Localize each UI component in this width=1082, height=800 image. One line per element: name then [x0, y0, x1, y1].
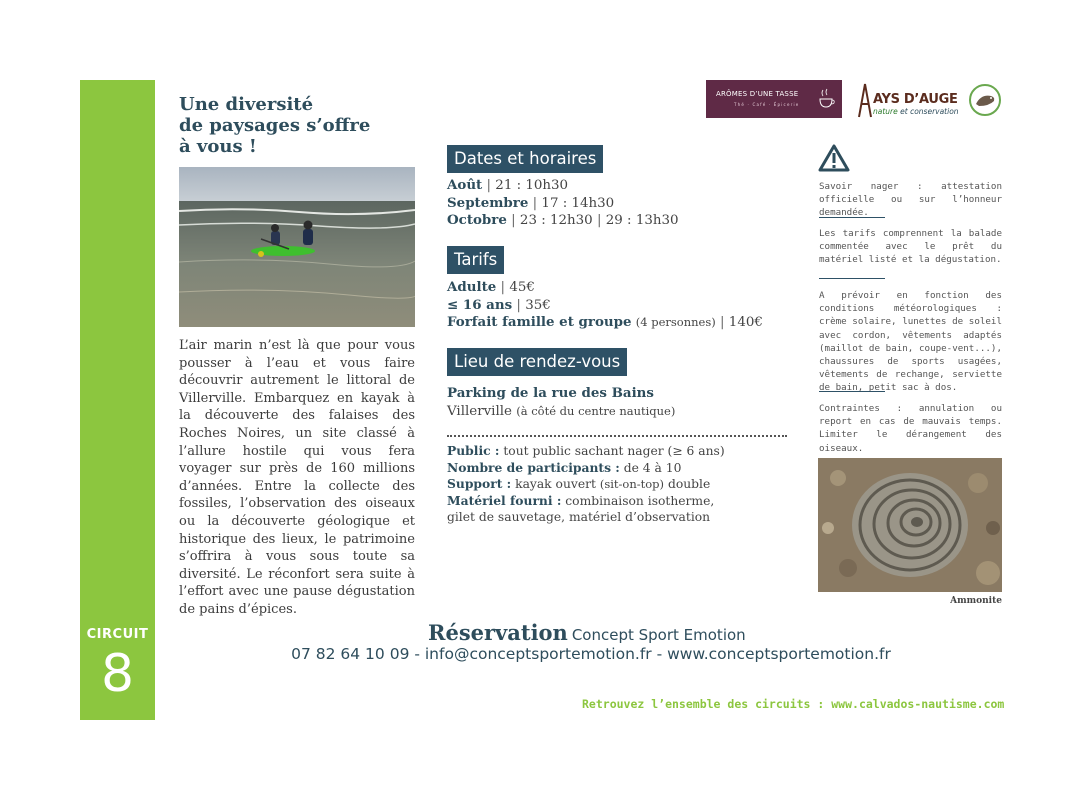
- detail-label: Matériel fourni :: [447, 492, 562, 508]
- note-divider: [819, 391, 885, 392]
- pays-dauge-tagline-part: et conservation: [900, 107, 959, 116]
- footer-circuits-link[interactable]: Retrouvez l’ensemble des circuits : www.calvados-nautisme.com: [582, 697, 1005, 711]
- date-month: Août: [447, 177, 483, 193]
- date-row: Octobre | 23 : 12h30 | 29 : 13h30: [447, 212, 679, 229]
- date-row: Septembre | 17 : 14h30: [447, 194, 615, 211]
- detail-value: de 4 à 10: [623, 460, 682, 475]
- lieu-heading: Lieu de rendez-vous: [447, 348, 627, 376]
- detail-value: gilet de sauvetage, matériel d’observation: [447, 510, 711, 524]
- aromes-logo-tagline: Thé · Café · Épicerie: [734, 102, 800, 107]
- tarif-label: Adulte: [447, 279, 497, 295]
- tarif-value: 140€: [728, 315, 763, 331]
- detail-note: (sit-on-top): [599, 477, 665, 491]
- date-month: Octobre: [447, 212, 507, 229]
- pays-dauge-name: AYS D’AUGE: [873, 92, 958, 107]
- note-swimming: Savoir nager : attestation officielle ou sur l’honneur demandée.: [819, 181, 1002, 219]
- tarif-note: (4 personnes): [635, 315, 716, 330]
- circuit-sidebar: [80, 80, 155, 720]
- page-title: [179, 94, 419, 157]
- reservation-line: [428, 620, 746, 645]
- dotted-divider: [447, 435, 787, 437]
- tarifs-block: [447, 279, 763, 332]
- note-divider: [819, 278, 885, 279]
- detail-row: [447, 476, 725, 493]
- details-block: [447, 443, 725, 526]
- warning-icon: [818, 144, 850, 172]
- tarif-row: ≤ 16 ans | 35€: [447, 296, 551, 313]
- pays-dauge-tagline: [873, 107, 959, 116]
- note-divider: [819, 217, 885, 218]
- lieu-town-row: [447, 403, 675, 421]
- detail-row: [447, 493, 725, 510]
- lieu-place: Parking de la rue des Bains: [447, 385, 654, 401]
- aromes-logo: [706, 80, 842, 118]
- detail-label: Public :: [447, 443, 500, 458]
- detail-value: kayak ouvert: [515, 477, 596, 491]
- reservation-organizer: Concept Sport Emotion: [571, 626, 746, 644]
- tarif-row: Forfait famille et groupe (4 personnes) | 140€: [447, 314, 763, 331]
- tarif-label: ≤ 16 ans: [447, 296, 513, 313]
- tarif-value: 45€: [509, 280, 535, 295]
- date-value: 21 : 10h30: [495, 178, 569, 193]
- ammonite-photo: [818, 458, 1002, 592]
- lieu-town: Villerville: [447, 403, 512, 419]
- dates-block: [447, 177, 679, 230]
- title-line: de paysages s’offre: [179, 115, 371, 136]
- note-constraints: Contraintes : annulation ou report en cas de mauvais temps. Limiter le dérangement des oiseaux.: [819, 403, 1002, 454]
- aromes-logo-name: ARÔMES D’UNE TASSE: [716, 90, 799, 98]
- date-row: Août | 21 : 10h30: [447, 177, 569, 193]
- date-value: 23 : 12h30: [519, 213, 593, 229]
- cup-icon: [818, 88, 836, 110]
- date-month: Septembre: [447, 194, 529, 211]
- detail-value: tout public sachant nager (≥ 6 ans): [503, 444, 725, 458]
- circuit-number: 8: [100, 644, 135, 704]
- note-tarifs: Les tarifs comprennent la balade commentée avec le prêt du matériel listé et la dégustation.: [819, 228, 1002, 266]
- note-equipment: A prévoir en fonction des conditions météorologiques : crème solaire, lunettes de soleil avec cordon, vêtements adaptés (maillot de bain, coupe-vent...), chaussures de sports usagées, vêtements de rechange, serviette de bain, petit sac à dos.: [819, 290, 1002, 394]
- tarifs-heading: Tarifs: [447, 246, 504, 274]
- detail-row: [447, 509, 725, 526]
- tarif-value: 35€: [525, 297, 551, 313]
- tarif-label: Forfait famille et groupe: [447, 314, 632, 331]
- lieu-place-row: [447, 385, 675, 403]
- reservation-label: Réservation: [428, 620, 568, 645]
- detail-label: Support :: [447, 476, 512, 491]
- lieu-block: [447, 385, 675, 420]
- pays-dauge-logo: [855, 80, 1005, 120]
- pays-dauge-tagline-part: nature: [873, 107, 898, 116]
- detail-row: [447, 460, 725, 477]
- tarif-row: Adulte | 45€: [447, 279, 535, 295]
- circuit-label: CIRCUIT: [86, 627, 149, 642]
- detail-value: double: [667, 477, 711, 491]
- title-line: à vous !: [179, 136, 257, 157]
- detail-row: [447, 443, 725, 460]
- ammonite-caption: Ammonite: [950, 596, 1002, 606]
- title-line: Une diversité: [179, 94, 314, 115]
- bird-emblem-icon: [967, 82, 1003, 118]
- lieu-town-note: (à côté du centre nautique): [516, 403, 676, 418]
- date-value: 17 : 14h30: [541, 195, 615, 211]
- kayak-photo: [179, 167, 415, 327]
- detail-label: Nombre de participants :: [447, 459, 620, 475]
- pays-dauge-mark-icon: [855, 80, 875, 118]
- dates-heading: Dates et horaires: [447, 145, 603, 173]
- date-value: 29 : 13h30: [605, 213, 679, 229]
- reservation-contact[interactable]: 07 82 64 10 09 - info@conceptsportemotion.fr - www.conceptsportemotion.fr: [291, 645, 891, 663]
- intro-paragraph: L’air marin n’est là que pour vous pousser à l’eau et vous faire découvrir autrement le littoral de Villerville. Embarquez en kayak à la découverte des falaises des Roches Noires, un site classé à l’allure hostile qui vous fera voyager sur près de 160 millions d’années. Entre la collecte des fossiles, l’observation des oiseaux ou la découverte géologique et historique des lieux, le patrimoine s’offrira à vous sous toute sa diversité. Le réconfort sera suite à l’effort avec une pause dégustation de pains d’épices.: [179, 338, 415, 617]
- detail-value: combinaison isotherme,: [565, 493, 715, 508]
